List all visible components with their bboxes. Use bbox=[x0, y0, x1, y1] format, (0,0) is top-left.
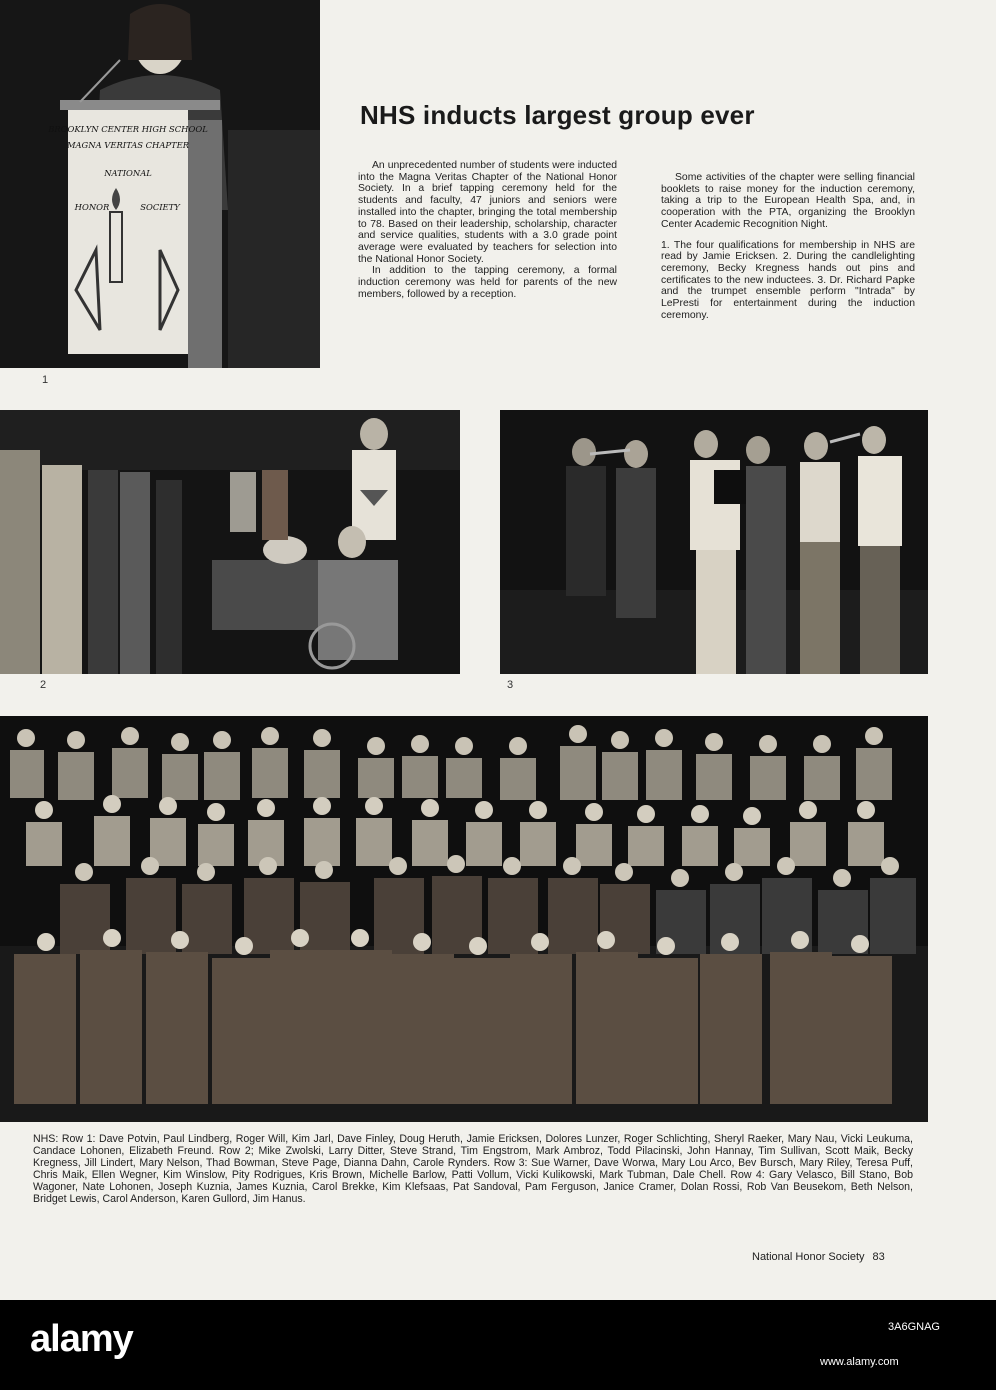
photo-captions: 1. The four qualifications for membership in NHS are read by Jamie Ericksen. 2. During the candlelighting ceremony, Becky Kregness hands out pins and certificates to the new inductees. 3. Dr. Richard Papke and the trumpet ensemble perform "Intrada" by LePresti for entertainment during the induction ceremony. bbox=[661, 239, 915, 321]
trumpet-ensemble-photo bbox=[500, 410, 928, 674]
article-paragraph-3: Some activities of the chapter were selling financial booklets to raise money for the induction ceremony, taking a trip to the European Health Spa, and, in cooperation with the PTA, organizing the Brooklyn Center Academic Recognition Night. bbox=[661, 172, 915, 230]
page-number: 83 bbox=[872, 1251, 885, 1263]
podium-photo bbox=[0, 0, 320, 368]
page-footer bbox=[752, 1251, 885, 1263]
headline: NHS inducts largest group ever bbox=[360, 100, 755, 130]
watermark-bar bbox=[0, 1300, 996, 1390]
footer-section-title: National Honor Society bbox=[752, 1251, 865, 1263]
photo-number-1: 1 bbox=[42, 374, 49, 386]
group-photo-art bbox=[0, 716, 928, 1122]
article-column-2 bbox=[661, 172, 915, 321]
photo-number-2: 2 bbox=[40, 679, 47, 691]
podium-photo-art bbox=[0, 0, 320, 368]
group-photo bbox=[0, 716, 928, 1122]
candlelighting-photo-art bbox=[0, 410, 460, 674]
article-paragraph-2: In addition to the tapping ceremony, a formal induction ceremony was held for parents of the new members, followed by a reception. bbox=[358, 265, 617, 300]
podium-sign-line3: NATIONAL bbox=[104, 168, 152, 178]
watermark-logo: alamy bbox=[30, 1318, 133, 1360]
candlelighting-photo bbox=[0, 410, 460, 674]
podium-sign-line4-left: HONOR bbox=[74, 202, 110, 212]
article-column-1 bbox=[358, 160, 617, 300]
watermark-image-id: 3A6GNAG bbox=[888, 1321, 940, 1333]
article-paragraph-1: An unprecedented number of students were inducted into the Magna Veritas Chapter of the National Honor Society. In a brief tapping ceremony held for the students and faculty, 47 juniors and seniors were installed into the chapter, bringing the total membership to 78. Based on their leadership, scholarship, character and service qualities, students with a 3.0 grade point average were evaluated by teachers for selection into the National Honor Society. bbox=[358, 160, 617, 265]
photo-number-3: 3 bbox=[507, 679, 514, 691]
podium-sign-line1: BROOKLYN CENTER HIGH SCHOOL bbox=[48, 124, 208, 134]
watermark-url: www.alamy.com bbox=[820, 1356, 899, 1368]
podium-sign-line4-right: SOCIETY bbox=[140, 202, 180, 212]
group-photo-caption: NHS: Row 1: Dave Potvin, Paul Lindberg, Roger Will, Kim Jarl, Dave Finley, Doug Heruth, Jamie Ericksen, Dolores Lunzer, Roger Schlichting, Sheryl Raeker, Mary Nau, Vicki Leukuma, Candace Lohonen, Elizabeth Freund. Row 2; Mike Zwolski, Larry Ditter, Steve Strand, Tim Engstrom, Mark Ambroz, Todd Pilacinski, John Hannay, Tim Sullivan, Scott Maik, Becky Kregness, Jill Lindert, Mary Nelson, Thad Bowman, Steve Page, Dianna Dahn, Carole Rynders. Row 3: Sue Warner, Dave Worwa, Mary Lou Arco, Bev Bursch, Mary Riley, Teresa Puff, Chris Maik, Ellen Wegner, Kim Winslow, Pity Rodrigues, Kris Brown, Michelle Barlow, Patti Vollum, Vicki Kulikowski, Mark Tubman, Dale Chell. Row 4: Gary Velasco, Bill Stano, Bob Wagoner, Nate Lohonen, Joseph Kuznia, James Kuznia, Carol Brekke, Kim Klefsaas, Pat Sandoval, Pam Ferguson, Janice Cramer, Dolan Rossi, Rob Van Beusekom, Beth Nelson, Bridget Lewis, Carol Anderson, Karen Gullord, Jim Hanus. bbox=[33, 1133, 913, 1205]
podium-sign-line2: MAGNA VERITAS CHAPTER bbox=[66, 140, 190, 150]
trumpet-ensemble-photo-art bbox=[500, 410, 928, 674]
